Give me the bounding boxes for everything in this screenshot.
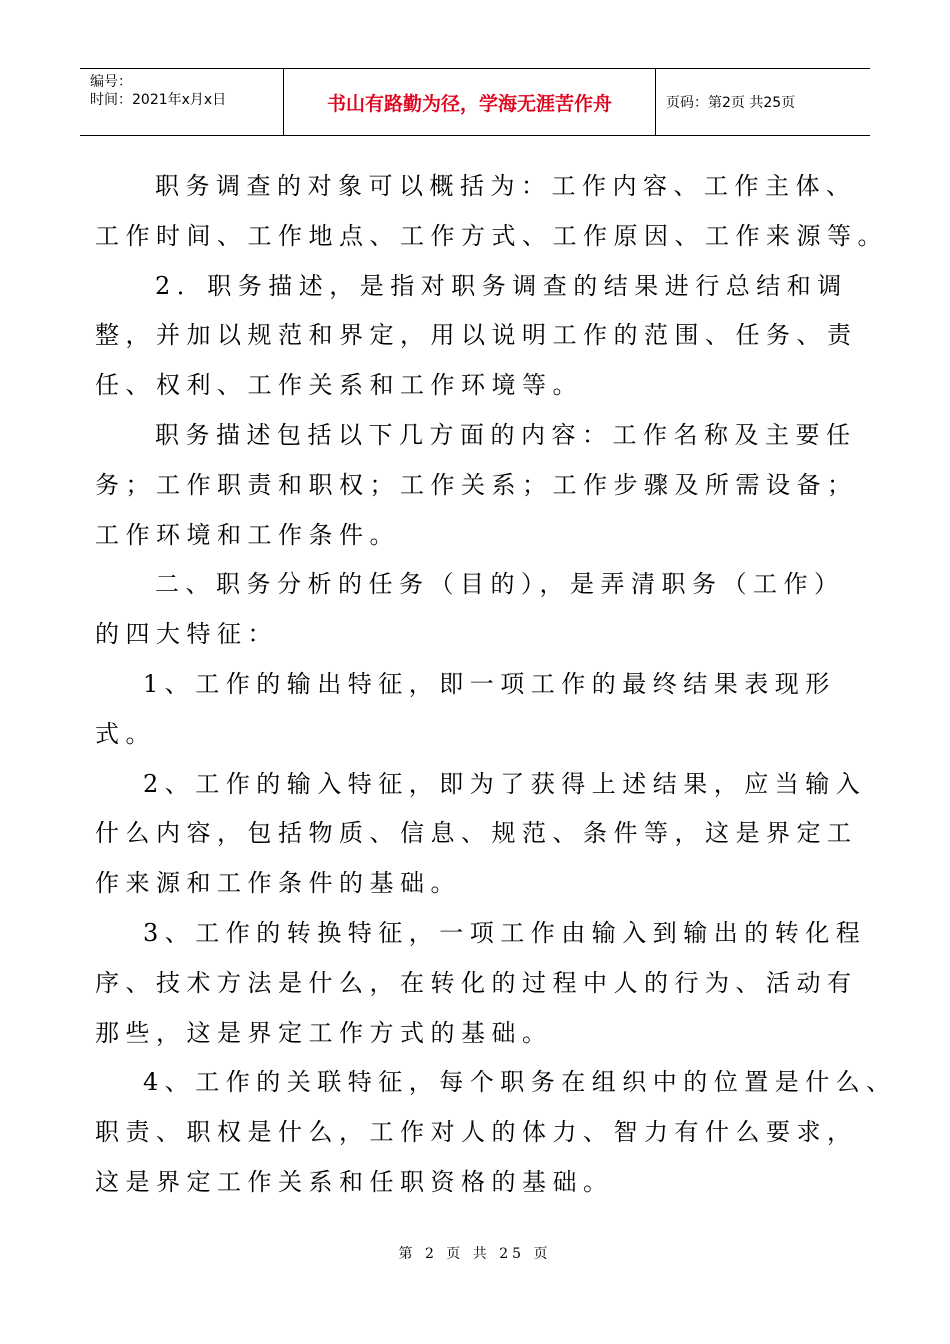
body-line: 作来源和工作条件的基础。 <box>95 869 461 898</box>
body-line: 的四大特征： <box>95 620 278 649</box>
body-line: 二、职务分析的任务（目的），是弄清职务（工作） <box>155 570 845 599</box>
body-line: 3、工作的转换特征，一项工作由输入到输出的转化程 <box>143 918 867 947</box>
body-line: 什么内容，包括物质、信息、规范、条件等，这是界定工 <box>95 819 858 848</box>
body-line: 4、工作的关联特征，每个职务在组织中的位置是什么、 <box>143 1068 897 1097</box>
body-line: 职务描述包括以下几方面的内容：工作名称及主要任 <box>155 420 857 449</box>
body-line: 这是界定工作关系和任职资格的基础。 <box>95 1167 614 1196</box>
body-line: 职务调查的对象可以概括为：工作内容、工作主体、 <box>155 172 857 200</box>
body-line: 职责、职权是什么，工作对人的体力、智力有什么要求， <box>95 1118 858 1147</box>
header-page-info: 页码：第2页 共25页 <box>666 95 796 111</box>
header-number-label: 编号： <box>90 74 132 90</box>
body-line: 任、权利、工作关系和工作环境等。 <box>95 371 583 400</box>
body-line: 式。 <box>95 719 156 748</box>
document-body <box>95 162 897 1208</box>
body-line: 工作时间、工作地点、工作方式、工作原因、工作来源等。 <box>95 221 888 250</box>
body-line: 2、工作的输入特征，即为了获得上述结果，应当输入 <box>143 769 867 798</box>
document-header <box>80 68 870 136</box>
body-line: 2．职务描述，是指对职务调查的结果进行总结和调 <box>155 271 848 300</box>
body-line: 整，并加以规范和界定，用以说明工作的范围、任务、责 <box>95 321 858 350</box>
body-line: 工作环境和工作条件。 <box>95 520 400 549</box>
body-line: 务；工作职责和职权；工作关系；工作步骤及所需设备； <box>95 470 858 499</box>
page-footer: 第 2 页 共 25 页 <box>398 1246 552 1262</box>
body-line: 1、工作的输出特征，即一项工作的最终结果表现形 <box>143 669 836 698</box>
header-motto: 书山有路勤为径，学海无涯苦作舟 <box>284 69 656 135</box>
body-line: 那些，这是界定工作方式的基础。 <box>95 1018 553 1047</box>
body-line: 序、技术方法是什么，在转化的过程中人的行为、活动有 <box>95 968 858 997</box>
header-time-label: 时间：2021年x月x日 <box>90 92 227 108</box>
header-meta-cell <box>80 69 284 135</box>
